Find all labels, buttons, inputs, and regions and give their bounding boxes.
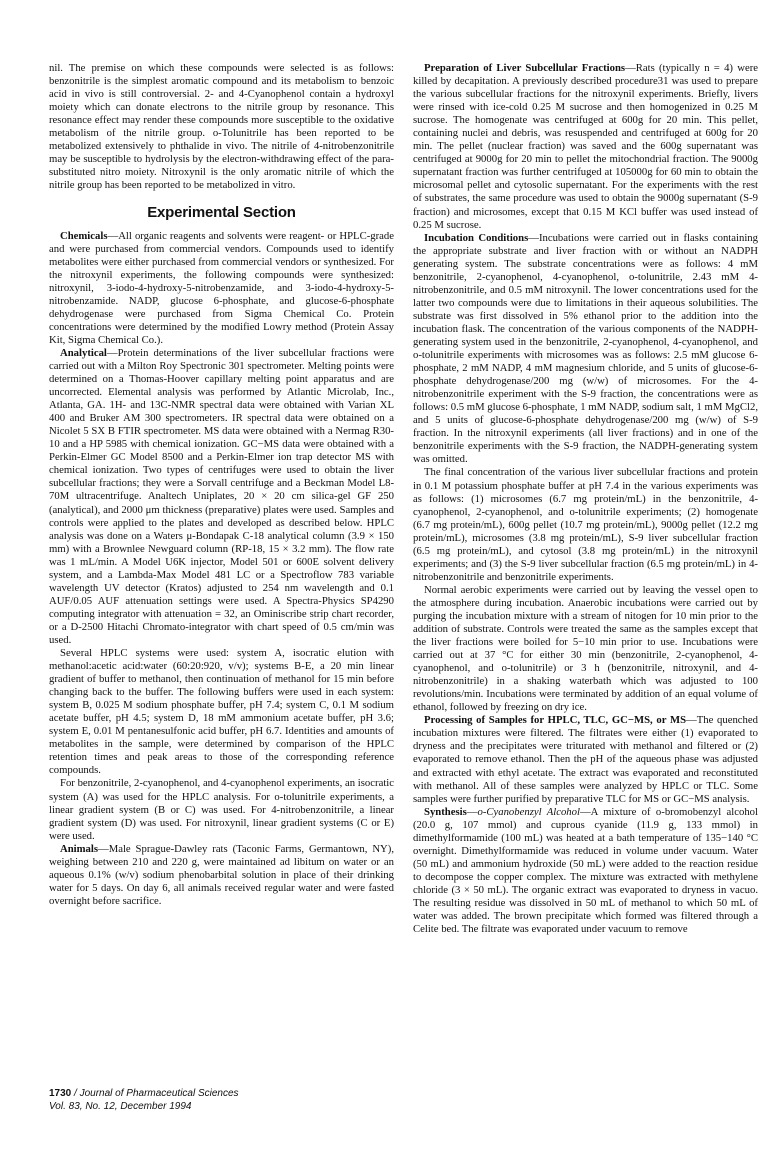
synthesis-heading: Synthesis [424, 805, 467, 818]
incubation-paragraph: Incubation Conditions—Incubations were carried out in flasks containing the appropriate substrate and liver fraction with or without an NADPH generating system. The substrate concentrations were as follows: 4 mM benzonitrile, 2-cyanophenol, 4-cyanophenol, o-tolunitrile, 2.43 mM 4-nitrobenzonitrile, and 0.5 mM nitroxynil. The lower concentrations used for the latter two compounds were due to limitations in their aqueous solubilities. The substrate was first dissolved in 5% ethanol prior to the addition into the incubation flask. The concentration of the various components of the NADPH-generating system used in the benzonitrile, 2-cyanophenol, 4-cyanophenol, and o-tolunitrile experiments with microsomes was as follows: 2.5 mM glucose 6-phosphate, 2 mM NADP, 4 mM magnesium chloride, and 5 units of glucose-6-phosphate dehydrogenase/200 mg (w/w) of microsomes. For the 4-nitrobenzonitrile experiment with the S-9 fraction, the concentrations were as follows: 0.5 mM glucose 6-phosphate, 1 mM NADP, sodium salt, 1 mM MgCl2, and 5 units of glucose-6-phosphate dehydrogenase/200 mg (w/w) of S-9 fraction. In the nitroxynil experiments (all liver fractions) and in one of the benzonitrile experiments with the S-9 fraction, the NADPH-generating system was omitted. [413, 231, 758, 466]
prep-text: Rats (typically n = 4) were killed by decapitation. A previously described procedure31 was used to prepare the various subcellular fractions for the nitroxynil experiments. Briefly, livers were rinsed with ice-cold 0.25 M sucrose and then homogenized in 0.25 M sucrose. The homogenate was centrifuged at 600g for 20 min. This pellet, containing nuclei and debris, was resuspended and centrifuged at 600g for 20 min. The pellet (nuclear fraction) was saved and the 600g supernatant was centrifuged at 9000g for 20 min to pellet the mitochondrial fraction. The 9000g supernatant fraction was further centrifuged at 105000g for 60 min to obtain the microsomal pellet and cytosolic supernatant. For the experiments with the rest of substrates, the same procedure was used to obtain the 9000g supernatant (S-9 fraction) and microsomes, except that 0.15 M KCl buffer was used instead of 0.25 M sucrose. [413, 62, 758, 231]
analytical-paragraph: Analytical—Protein determinations of the liver subcellular fractions were carried out with a Milton Roy Spectronic 301 spectrometer. Melting points were determined on a Thomas-Hoover capillary melting point apparatus and are uncorrected. Elemental analysis was performed by Atlantic Microlab, Inc., Atlanta, GA. 1H- and 13C-NMR spectral data were obtained with Varian XL 400 and Bruker AM 300 spectrometers. IR spectral data were obtained on a Nicolet 5 SX B FTIR spectrometer. MS data were obtained with a Nermag R30-10 and a HP 5985 with chemical ionization. GC−MS data were obtained with a Perkin-Elmer GC Model 8500 and a Perkin-Elmer ion trap detector MS with chemical ionization. Two types of centrifuges were used to obtain the liver subcellular fractions; they were a Sorvall centrifuge and a Beckman Model L8-70M ultracentrifuge. Analtech Uniplates, 20 × 20 cm silica-gel GF 250 (analytical), and 2000 μm thickness (preparative) plates were used. Samples and controls were applied to the plates and developed as described below. HPLC analysis was done on a Waters μ-Bondapak C-18 analytical column (3.9 × 150 mm) with a Brownlee Newguard column (RP-18, 15 × 3.2 mm). The flow rate was 1 mL/min. A Model U6K injector, Model 501 or 600E solvent delivery system, and a Lambda-Max Model 481 LC or a Spectroflow 783 variable wavelength UV detector (Kratos) adjusted to 254 nm wavelength and 0.1 AUF/0.05 AUF attenuation settings were used. A Spectra-Physics SP4290 computing integrator with attenuation = 32, an Ominiscribe strip chart recorder, or a D-2500 Hitachi Chromato-integrator with chart speed of 0.5 cm/min was used. [49, 346, 394, 646]
processing-paragraph: Processing of Samples for HPLC, TLC, GC−MS, or MS—The quenched incubation mixtures were filtered. The filtrates were either (1) evaporated to dryness and the precipitates were triturated with methanol and filtered or (2) evaporated to remove ethanol. Then the pH of the aqueous phase was adjusted and extracted with ethyl acetate. The extract was evaporated and reconstituted with methanol. All of these samples were analyzed by HPLC or TLC. Some samples were further purified by preparative TLC for MS or GC−MS analysis. [413, 714, 758, 805]
synthesis-compound: o-Cyanobenzyl Alcohol [477, 805, 580, 818]
incubation-text: Incubations were carried out in flasks containing the appropriate substrate and liver fraction with or without an NADPH generating system. The substrate concentrations were as follows: 4 mM benzonitrile, 2-cyanophenol, 4-cyanophenol, o-tolunitrile, 2.43 mM 4-nitrobenzonitrile, and 0.5 mM nitroxynil. The lower concentrations used for the latter two compounds were due to limitations in their aqueous solubilities. The substrate was first dissolved in 5% ethanol prior to the addition into the incubation flask. The concentration of the various components of the NADPH-generating system used in the benzonitrile, 2-cyanophenol, 4-cyanophenol, and o-tolunitrile experiments with microsomes was as follows: 2.5 mM glucose 6-phosphate, 2 mM NADP, 4 mM magnesium chloride, and 5 units of glucose-6-phosphate dehydrogenase/200 mg (w/w) of microsomes. For the 4-nitrobenzonitrile experiment with the S-9 fraction, the concentrations were as follows: 0.5 mM glucose 6-phosphate, 1 mM NADP, sodium salt, 1 mM MgCl2, and 5 units of glucose-6-phosphate dehydrogenase/200 mg (w/w) of S-9 fraction. In the nitroxynil experiments (all liver fractions) and in one of the benzonitrile experiments with the S-9 fraction, the NADPH-generating system was omitted. [413, 231, 758, 466]
hplc-systems-paragraph: Several HPLC systems were used: system A, isocratic elution with methanol:acetic acid:water (60:20:920, v/v); systems B-E, a 20 min linear gradient of buffer to methanol, then continuation of methanol for 15 min before changing back to the buffer. The following buffers were used in each system: system B, 0.025 M sodium phosphate buffer, pH 7.4; system C, 0.1 M sodium acetate buffer, pH 4.5; system D, 18 mM ammonium acetate buffer, pH 3.6; system E, 0.01 M pentanesulfonic acid buffer, pH 6.7. Identities and amounts of metabolites in the sample, were determined by comparison of the HPLC retention times and peak areas to those of the corresponding reference compounds. [49, 647, 394, 777]
prep-paragraph: Preparation of Liver Subcellular Fractions—Rats (typically n = 4) were killed by decapitation. A previously described procedure31 was used to prepare the various subcellular fractions for the nitroxynil experiments. Briefly, livers were rinsed with ice-cold 0.25 M sucrose and then homogenized in 0.25 M sucrose. The homogenate was centrifuged at 600g for 20 min. This pellet, containing nuclei and debris, was resuspended and centrifuged at 600g for 20 min. The pellet (nuclear fraction) was saved and the 600g supernatant was centrifuged at 9000g for 20 min to pellet the mitochondrial fraction. The 9000g supernatant fraction was further centrifuged at 105000g for 60 min to obtain the microsomal pellet and cytosolic supernatant. For the experiments with the rest of substrates, the same procedure was used to obtain the 9000g supernatant (S-9 fraction) and microsomes, except that 0.15 M KCl buffer was used instead of 0.25 M sucrose. [413, 62, 758, 231]
chemicals-text: All organic reagents and solvents were reagent- or HPLC-grade and were purchased from commercial vendors. Compounds used to identify metabolites were either purchased from commercial vendors or synthesized. For the nitroxynil experiments, the following compounds were synthesized: nitroxynil, 3-iodo-4-hydroxy-5-nitrobenzamide, and 3-iodo-4-hydroxy-5-nitrobenzamide. NADP, glucose 6-phosphate, and glucose-6-phosphate dehydrogenase were purchased from Sigma Chemical Co. Protein concentrations were determined by the modified Lowry method (Protein Assay Kit, Sigma Chemical Co.). [49, 229, 394, 346]
left-column [49, 62, 394, 908]
page-footer [49, 1088, 239, 1113]
analytical-text: Protein determinations of the liver subcellular fractions were carried out with a Milton Roy Spectronic 301 spectrometer. Melting points were determined on a Thomas-Hoover capillary melting point apparatus and are uncorrected. Elemental analysis was performed by Atlantic Microlab, Inc., Atlanta, GA. 1H- and 13C-NMR spectral data were obtained with Varian XL 400 and Bruker AM 300 spectrometers. IR spectral data were obtained on a Nicolet 5 SX B FTIR spectrometer. MS data were obtained with a Nermag R30-10 and a HP 5985 with chemical ionization. GC−MS data were obtained with a Perkin-Elmer GC Model 8500 and a Perkin-Elmer ion trap detector MS with chemical ionization. Two types of centrifuges were used to obtain the liver subcellular fractions; they were a Sorvall centrifuge and a Beckman Model L8-70M ultracentrifuge. Analtech Uniplates, 20 × 20 cm silica-gel GF 250 (analytical), and 2000 μm thickness (preparative) plates were used. Samples and controls were applied to the plates and developed as described below. HPLC analysis was done on a Waters μ-Bondapak C-18 analytical column (3.9 × 150 mm) with a Brownlee Newguard column (RP-18, 15 × 3.2 mm). The flow rate was 1 mL/min. A Model U6K injector, Model 501 or 600E solvent delivery system, and a Lambda-Max Model 481 LC or a Spectroflow 783 variable wavelength UV detector (Kratos) adjusted to 254 nm wavelength and 0.1 AUF/0.05 AUF attenuation settings were used. A Spectra-Physics SP4290 computing integrator with attenuation = 32, an Ominiscribe strip chart recorder, or a D-2500 Hitachi Chromato-integrator with chart speed of 0.5 cm/min was used. [49, 346, 394, 646]
section-title: Experimental Section [147, 204, 296, 222]
animals-heading: Animals [60, 842, 99, 855]
synthesis-text: A mixture of o-bromobenzyl alcohol (20.0 g, 107 mmol) and cuprous cyanide (11.9 g, 133 mmol) in dimethylformamide (100 mL) was heated at a bath temperature of 135−140 °C overnight. Dimethylformamide was reduced in volume under vacuum. Water (50 mL) and ammonium hydroxide (50 mL) were added to the reaction residue to decompose the copper complex. The mixture was extracted with methylene chloride (3 × 50 mL). The organic extract was evaporated to dryness in vacuo. The resulting residue was dissolved in 50 mL of methanol to which 50 mL of water was added. The brown precipitate which formed was filtered through a Celite bed. The filtrate was evaporated under vacuum to remove [413, 805, 758, 936]
journal-name: / Journal of Pharmaceutical Sciences [74, 1088, 239, 1099]
footer-line-1 [49, 1088, 239, 1101]
aerobic-paragraph: Normal aerobic experiments were carried out by leaving the vessel open to the atmosphere during incubation. Anaerobic incubations were carried out by purging the incubation mixture with a stream of nitogen for 10 min prior to the addition of substrate. Controls were treated the same as the samples except that the liver fractions were boiled for 5−10 min prior to use. Incubations were carried out at 37 °C for either 30 min (benzonitrile, 2-cyanophenol, 4-cyanophenol, and o-tolunitrile) or 3 h (benzonitrile, nitroxynil, and 4-nitrobenzonitrile) in a shaking waterbath which was adjusted to 100 revolutions/min. Incubations were terminated by addition of an equal volume of ethanol, followed by freezing on dry ice. [413, 583, 758, 714]
benzonitrile-paragraph: For benzonitrile, 2-cyanophenol, and 4-cyanophenol experiments, an isocratic system (A) was used for the HPLC analysis. For o-tolunitrile experiments, a linear gradient system (B or C) was used. For 4-nitrobenzonitrile, a linear gradient system (D) was used. For nitroxynil, linear gradient systems (C or E) were used. [49, 777, 394, 842]
animals-text: Male Sprague-Dawley rats (Taconic Farms, Germantown, NY), weighing between 210 and 220 g, were maintained ad libitum on water or an aqueous 0.1% (w/v) sodium phenobarbital solution in place of their drinking water for 5 days. On day 6, all animals received regular water and were fasted overnight before sacrifice. [49, 842, 394, 907]
animals-paragraph: Animals—Male Sprague-Dawley rats (Taconic Farms, Germantown, NY), weighing between 210 and 220 g, were maintained ad libitum on water or an aqueous 0.1% (w/v) sodium phenobarbital solution in place of their drinking water for 5 days. On day 6, all animals received regular water and were fasted overnight before sacrifice. [49, 842, 394, 907]
final-concentration-paragraph: The final concentration of the various liver subcellular fractions and protein in 0.1 M potassium phosphate buffer at pH 7.4 in the various experiments was as follows: (1) microsomes (6.7 mg protein/mL) in the benzonitrile, 4-cyanophenol, 2-cyanophenol, and o-tolunitrile experiments; (2) homogenate (6.7 mg protein/mL), 600g pellet (10.7 mg protein/mL), 9000g pellet (12.2 mg protein/mL), microsomes (3.8 mg protein/mL), S-9 liver subcellular fraction (6.5 mg protein/mL), and cytosol (3.8 mg protein/mL) in the nitroxynil experiments; and (3) the S-9 liver subcellular fraction (6.5 mg protein/mL) in 4-nitrobenzonitrile and benzonitrile experiments. [413, 466, 758, 583]
footer-volume: Vol. 83, No. 12, December 1994 [49, 1100, 192, 1112]
incubation-heading: Incubation Conditions [424, 231, 529, 244]
processing-heading: Processing of Samples for HPLC, TLC, GC−MS, or MS [424, 714, 687, 727]
synthesis-paragraph: Synthesis—o-Cyanobenzyl Alcohol—A mixture of o-bromobenzyl alcohol (20.0 g, 107 mmol) and cuprous cyanide (11.9 g, 133 mmol) in dimethylformamide (100 mL) was heated at a bath temperature of 135−140 °C overnight. Dimethylformamide was reduced in volume under vacuum. Water (50 mL) and ammonium hydroxide (50 mL) were added to the reaction residue to decompose the copper complex. The mixture was extracted with methylene chloride (3 × 50 mL). The organic extract was evaporated to dryness in vacuo. The resulting residue was dissolved in 50 mL of methanol to which 50 mL of water was added. The brown precipitate which formed was filtered through a Celite bed. The filtrate was evaporated under vacuum to remove [413, 805, 758, 936]
chemicals-heading: Chemicals [60, 229, 108, 242]
right-column [413, 62, 758, 936]
prep-heading: Preparation of Liver Subcellular Fractions [424, 62, 626, 74]
page-number: 1730 [49, 1088, 72, 1099]
processing-text: The quenched incubation mixtures were filtered. The filtrates were either (1) evaporated to dryness and the precipitates were triturated with methanol and filtered or (2) evaporated to remove ethanol. Then the pH of the aqueous phase was adjusted and extracted with ethyl acetate. The extract was evaporated and reconstituted with methanol. All of these samples were analyzed by HPLC or TLC. Some samples were further purified by preparative TLC for MS or GC−MS analysis. [413, 714, 758, 805]
intro-paragraph: nil. The premise on which these compounds were selected is as follows: benzonitrile is the simplest aromatic compound and its metabolism to benzoic acid in vivo is still controversial. 2- and 4-Cyanophenol contain a hydroxyl moiety which can donate electrons to the nitrile group by resonance. This resonance effect may render these compounds more susceptible to the oxidative metabolism of the nitrile group. o-Tolunitrile has been reported to be metabolized extensively to phthalide in vivo. The nitrile of 4-nitrobenzonitrile may be susceptible to hydrolysis by the electron-withdrawing effect of the para-substituted nitro moiety. Nitroxynil is the only aromatic nitrile of which the nitrile group has been reported to be metabolized in vitro. [49, 62, 394, 192]
analytical-heading: Analytical [60, 346, 107, 359]
chemicals-paragraph: Chemicals—All organic reagents and solvents were reagent- or HPLC-grade and were purchased from commercial vendors. Compounds used to identify metabolites were either purchased from commercial vendors or synthesized. For the nitroxynil experiments, the following compounds were synthesized: nitroxynil, 3-iodo-4-hydroxy-5-nitrobenzamide, and 3-iodo-4-hydroxy-5-nitrobenzamide. NADP, glucose 6-phosphate, and glucose-6-phosphate dehydrogenase were purchased from Sigma Chemical Co. Protein concentrations were determined by the modified Lowry method (Protein Assay Kit, Sigma Chemical Co.). [49, 229, 394, 346]
